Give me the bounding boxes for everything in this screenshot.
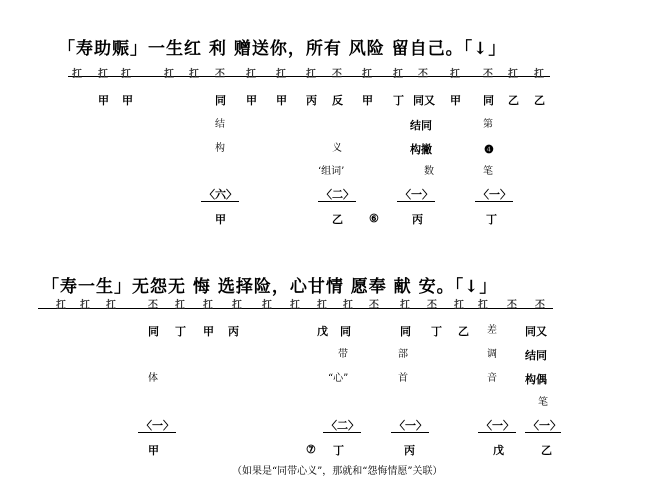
mark: 扛: [262, 300, 272, 311]
answer: 丙: [412, 213, 423, 226]
mark: 扛: [72, 69, 82, 80]
mark: 扛: [362, 69, 372, 80]
annotation: ‘组词’: [318, 166, 345, 177]
annotation: 甲: [98, 94, 109, 107]
annotation: 丙: [228, 325, 239, 338]
annotation: 丙: [306, 94, 317, 107]
mark: 扛: [246, 69, 256, 80]
annotation: 乙: [534, 94, 545, 107]
mark: 扛: [393, 69, 403, 80]
group-label: 〈一〉: [394, 419, 427, 432]
annotation: 笔: [538, 397, 548, 408]
mark: 扛: [343, 300, 353, 311]
annotation: 同: [215, 94, 226, 107]
answer: 甲: [215, 213, 226, 226]
mark: 丕: [215, 69, 225, 80]
annotation: 构撇: [410, 143, 432, 156]
answer: 戊: [493, 444, 504, 457]
annotation: 同: [148, 325, 159, 338]
mark: 扛: [98, 69, 108, 80]
answer: ⑥: [369, 212, 379, 225]
group-underline: [391, 432, 429, 433]
mark: 扛: [232, 300, 242, 311]
mark: 扛: [534, 69, 544, 80]
answer: 丙: [404, 444, 415, 457]
group-label: 〈二〉: [326, 419, 359, 432]
annotation: 同: [483, 94, 494, 107]
annotation: 反: [332, 94, 343, 107]
mark: 扛: [454, 300, 464, 311]
answer: 甲: [148, 444, 159, 457]
annotation: 同: [400, 325, 411, 338]
mark: 扛: [478, 300, 488, 311]
annotation: 同又: [525, 325, 547, 338]
mark: 丕: [507, 300, 517, 311]
answer: 乙: [332, 213, 343, 226]
annotation: 带: [338, 349, 348, 360]
answer: 丁: [333, 444, 344, 457]
mark: 丕: [332, 69, 342, 80]
mark: 扛: [508, 69, 518, 80]
mark: 丕: [148, 300, 158, 311]
annotation: 差: [487, 325, 497, 336]
mark: 扛: [450, 69, 460, 80]
annotation: 甲: [276, 94, 287, 107]
annotation: 丁: [175, 325, 186, 338]
footnote: （如果是“同带心义”，那就和“怨悔情愿”关联）: [232, 466, 443, 477]
mark: 扛: [400, 300, 410, 311]
annotation: 甲: [203, 325, 214, 338]
mark: 丕: [483, 69, 493, 80]
mark: 丕: [535, 300, 545, 311]
annotation: 首: [398, 373, 408, 384]
annotation: 乙: [458, 325, 469, 338]
annotation: 同: [340, 325, 351, 338]
mark: 丕: [418, 69, 428, 80]
group-label: 〈二〉: [321, 188, 354, 201]
answer: 乙: [541, 444, 552, 457]
annotation: 笔: [483, 166, 493, 177]
group-label: 〈一〉: [481, 419, 514, 432]
mark: 扛: [290, 300, 300, 311]
mark: 扛: [164, 69, 174, 80]
group-label: 〈一〉: [478, 188, 511, 201]
annotation: 同又: [413, 94, 435, 107]
mark: 扛: [121, 69, 131, 80]
mark: 扛: [80, 300, 90, 311]
annotation: 部: [398, 349, 408, 360]
sentence-1: 「寿助赈」一生红 利 赠送你，所有 风险 留自己。「↓」: [58, 39, 507, 59]
annotation: 乙: [508, 94, 519, 107]
annotation: 结: [215, 119, 225, 130]
answer: 丁: [486, 213, 497, 226]
annotation: 甲: [246, 94, 257, 107]
group-underline: [138, 432, 176, 433]
group-label: 〈六〉: [204, 188, 237, 201]
annotation: 义: [332, 143, 342, 154]
mark: 扛: [276, 69, 286, 80]
annotation: 构: [215, 143, 225, 154]
group-underline: [318, 201, 356, 202]
sentence-2: 「寿一生」无怨无 悔 选择险，心甘情 愿奉 献 安。「↓」: [42, 277, 498, 297]
annotation: 甲: [362, 94, 373, 107]
annotation: “心”: [328, 373, 349, 384]
annotation: 第: [483, 119, 493, 130]
group-label: 〈一〉: [141, 419, 174, 432]
group-underline: [323, 432, 361, 433]
annotation: ❹: [484, 143, 494, 156]
mark: 丕: [427, 300, 437, 311]
mark: 扛: [203, 300, 213, 311]
annotation: 调: [487, 349, 497, 360]
mark: 丕: [369, 300, 379, 311]
mark: 扛: [306, 69, 316, 80]
mark: 扛: [106, 300, 116, 311]
annotation: 丁: [431, 325, 442, 338]
mark: 扛: [175, 300, 185, 311]
group-underline: [201, 201, 239, 202]
annotation: 戊: [317, 325, 328, 338]
group-underline: [475, 201, 513, 202]
annotation: 甲: [122, 94, 133, 107]
annotation: 丁: [393, 94, 404, 107]
annotation: 构偶: [525, 373, 547, 386]
annotation: 结同: [410, 119, 432, 132]
answer: ⑦: [306, 443, 316, 456]
group-underline: [397, 201, 435, 202]
annotation: 音: [487, 373, 497, 384]
mark: 扛: [56, 300, 66, 311]
group-underline: [525, 432, 561, 433]
annotation: 结同: [525, 349, 547, 362]
mark: 扛: [317, 300, 327, 311]
annotation: 数: [424, 166, 434, 177]
group-label: 〈一〉: [400, 188, 433, 201]
group-label: 〈一〉: [528, 419, 561, 432]
group-underline: [478, 432, 516, 433]
annotation: 体: [148, 373, 158, 384]
annotation: 甲: [450, 94, 461, 107]
mark: 扛: [189, 69, 199, 80]
